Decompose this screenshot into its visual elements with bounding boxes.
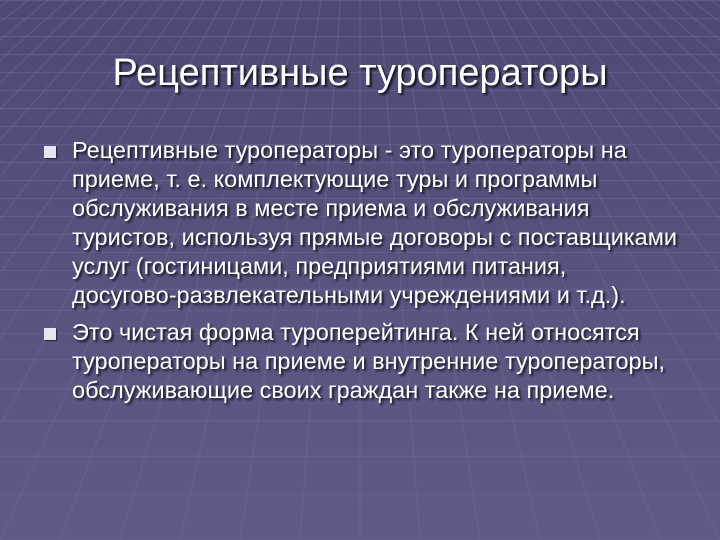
bullet-list (44, 136, 684, 413)
bullet-item (44, 318, 684, 405)
square-bullet-icon (44, 328, 56, 340)
square-bullet-icon (44, 146, 56, 158)
bullet-text: Рецептивные туроператоры - это туроператоры на приеме, т. е. комплектующие туры и программы обслуживания в месте приема и обслуживания туристов, используя прямые договоры с поставщиками услуг (гостиницами, предприятиями питания, досугово-развлекательными учреждениями и т.д.). (72, 137, 678, 308)
slide-title: Рецептивные туроператоры (112, 52, 608, 94)
bullet-text: Это чистая форма туроперейтинга. К ней относятся туроператоры на приеме и внутренние туроператоры, обслуживающие своих граждан также на приеме. (72, 319, 666, 403)
bullet-item (44, 136, 684, 310)
